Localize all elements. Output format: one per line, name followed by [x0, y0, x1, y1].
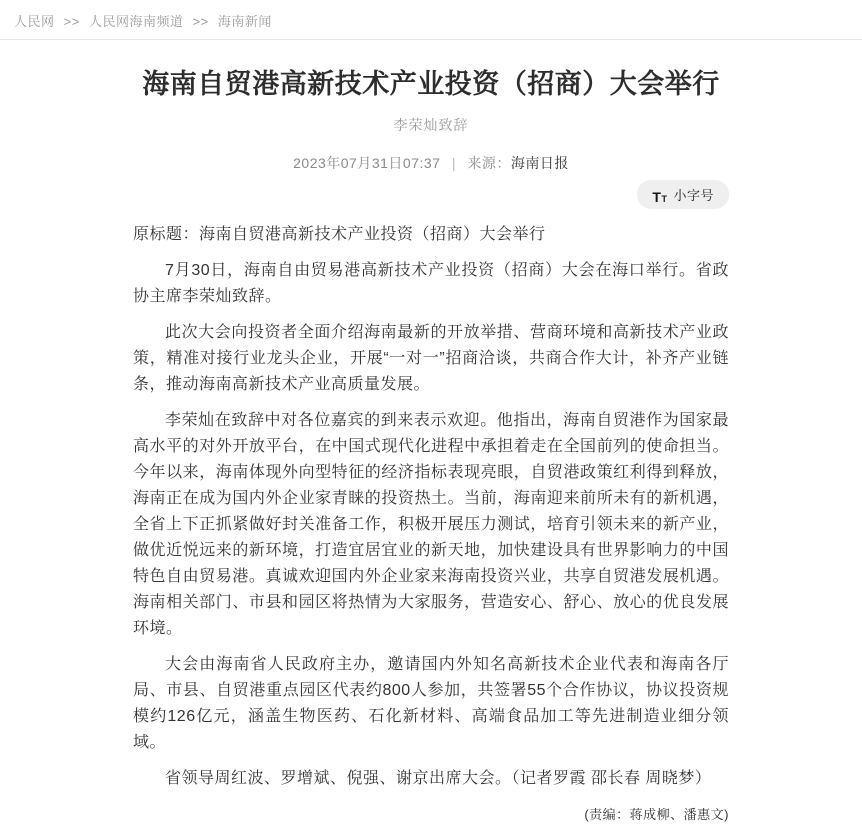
article-meta: [133, 153, 729, 173]
source-label: 来源：: [467, 155, 511, 171]
font-size-label: 小字号: [673, 188, 714, 203]
article-paragraph: 省领导周红波、罗增斌、倪强、谢京出席大会。（记者罗霞 邵长春 周晓梦）: [165, 770, 712, 787]
original-title-label: 原标题：: [133, 226, 200, 243]
article-body: [133, 222, 729, 828]
font-size-button[interactable]: [637, 180, 729, 209]
original-title-line: [133, 222, 729, 248]
breadcrumb: [0, 0, 862, 39]
publish-date: 2023年07月31日07:37: [293, 155, 441, 171]
article-paragraph: 7月30日，海南自由贸易港高新技术产业投资（招商）大会在海口举行。省政协主席李荣灿致辞。: [133, 262, 729, 305]
header-divider: [0, 39, 862, 40]
article-subtitle: 李荣灿致辞: [393, 117, 469, 133]
article-paragraph: 李荣灿在致辞中对各位嘉宾的到来表示欢迎。他指出，海南自贸港作为国家最高水平的对外开放平台，在中国式现代化进程中承担着走在全国前列的使命担当。今年以来，海南体现外向型特征的经济指标表现亮眼，自贸港政策红利得到释放，海南正在成为国内外企业家青睐的投资热土。当前，海南迎来前所未有的新机遇，全省上下正抓紧做好封关准备工作，积极开展压力测试，培育引领未来的新产业，做优近悦远来的新环境，打造宜居宜业的新天地，加快建设具有世界影响力的中国特色自由贸易港。真诚欢迎国内外企业家来海南投资兴业，共享自贸港发展机遇。海南相关部门、市县和园区将热情为大家服务，营造安心、舒心、放心的优良发展环境。: [133, 412, 729, 637]
font-size-icon: T T: [652, 189, 668, 205]
source-link[interactable]: 海南日报: [510, 155, 569, 171]
original-title-text: 海南自贸港高新技术产业投资（招商）大会举行: [199, 226, 546, 243]
article-paragraph: 大会由海南省人民政府主办，邀请国内外知名高新技术企业代表和海南各厅局、市县、自贸港重点园区代表约800人参加，共签署55个合作协议，协议投资规模约126亿元，涵盖生物医药、石化新材料、高端食品加工等先进制造业细分领域。: [133, 656, 729, 751]
editor-note: (责编：蒋成柳、潘惠文): [584, 807, 729, 822]
article-title: 海南自贸港高新技术产业投资（招商）大会举行: [142, 69, 720, 99]
article-toolbar: [133, 180, 729, 209]
breadcrumb-separator: >>: [63, 14, 80, 29]
article-paragraph: 此次大会向投资者全面介绍海南最新的开放举措、营商环境和高新技术产业政策，精准对接行业龙头企业，开展“一对一”招商洽谈，共商合作大计，补齐产业链条，推动海南高新技术产业高质量发展。: [133, 324, 729, 393]
breadcrumb-link-hainan-news[interactable]: 海南新闻: [217, 14, 272, 29]
article-container: [133, 66, 729, 828]
breadcrumb-separator: >>: [192, 14, 209, 29]
breadcrumb-link-hainan-channel[interactable]: 人民网海南频道: [88, 14, 184, 29]
breadcrumb-link-peoples-daily[interactable]: 人民网: [14, 14, 55, 29]
meta-separator: |: [451, 155, 456, 171]
